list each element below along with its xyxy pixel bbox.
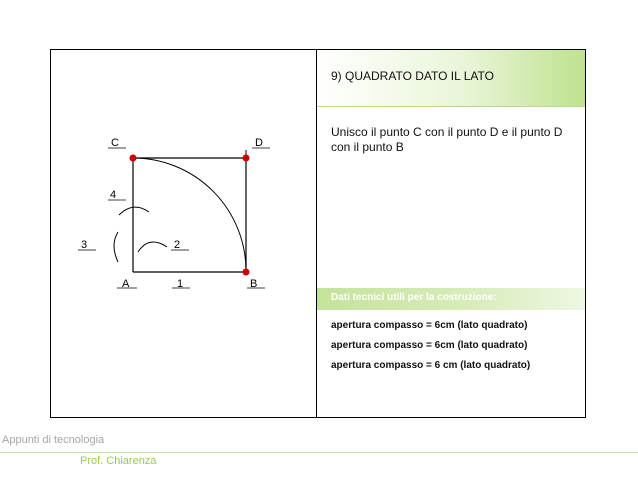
label-4: 4 [110, 189, 117, 201]
footer-author: Prof. Chiarenza [80, 455, 157, 467]
label-c: C [111, 137, 119, 149]
point-b [243, 269, 250, 276]
label-d: D [255, 137, 263, 149]
label-3: 3 [81, 239, 88, 251]
data-line-2: apertura compasso = 6cm (lato quadrato) [331, 340, 528, 351]
point-c [130, 155, 137, 162]
data-line-1: apertura compasso = 6cm (lato quadrato) [331, 320, 528, 331]
point-d [243, 155, 250, 162]
step-description: Unisco il punto C con il punto D e il punto D con il punto B [331, 125, 563, 154]
label-a: A [122, 278, 130, 290]
compass-arc-3 [114, 232, 118, 262]
compass-arc-2 [138, 242, 167, 252]
data-heading: Dati tecnici utili per la costruzione: [331, 292, 497, 303]
label-2: 2 [174, 239, 181, 251]
compass-arc-cb [133, 158, 246, 272]
step-title: 9) QUADRATO DATO IL LATO [331, 69, 494, 83]
label-1: 1 [177, 278, 184, 290]
footer-subject: Appunti di tecnologia [2, 434, 105, 446]
footer-rule [0, 452, 638, 453]
data-line-3: apertura compasso = 6 cm (lato quadrato) [331, 360, 531, 371]
compass-arc-4 [119, 207, 149, 215]
label-b: B [250, 278, 258, 290]
